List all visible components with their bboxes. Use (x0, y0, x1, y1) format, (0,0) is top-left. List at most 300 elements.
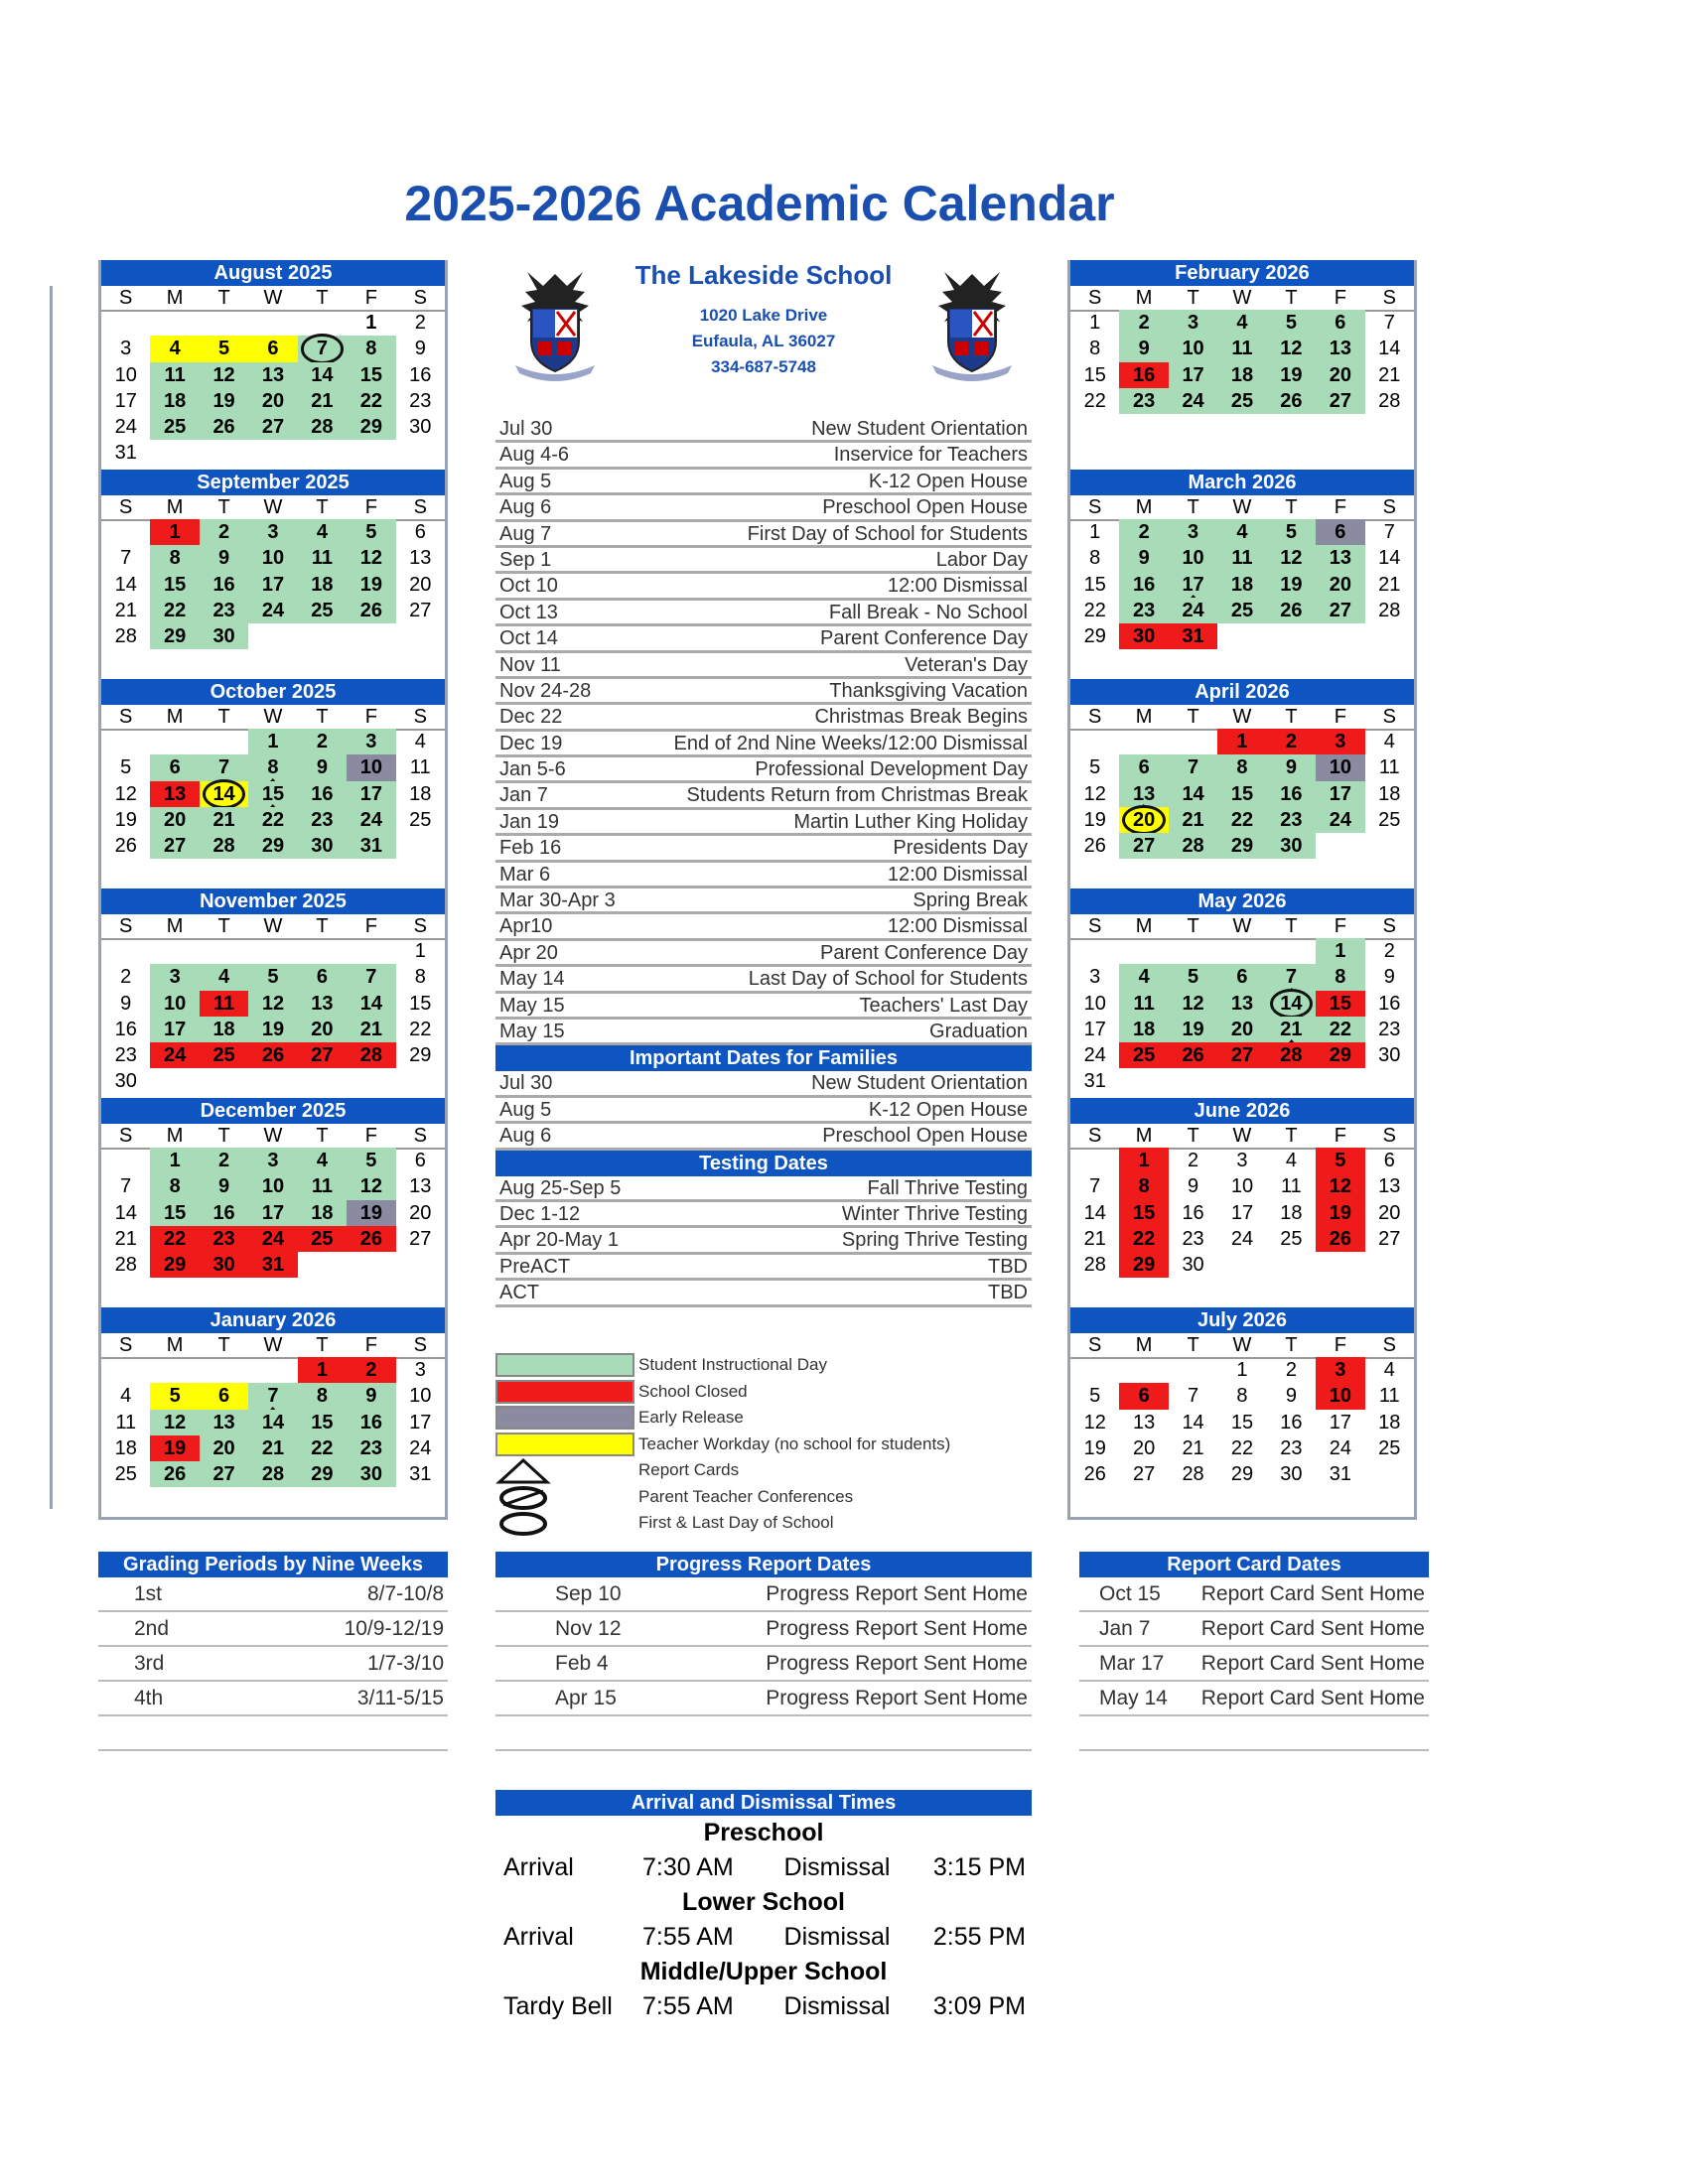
calendar-day: 19 (1316, 1200, 1364, 1226)
school-name: The Lakeside School (634, 260, 893, 290)
calendar-day: 28 (1378, 389, 1401, 412)
month-title: March 2026 (1070, 470, 1414, 495)
event-row (495, 1071, 1032, 1097)
event-date: Sep 1 (499, 548, 552, 571)
empty-cell (200, 1357, 248, 1383)
event-date: Aug 6 (499, 496, 552, 519)
calendar-day: 26 (1316, 1226, 1364, 1252)
empty-cell (200, 310, 248, 336)
weekday-label: S (1365, 1124, 1414, 1150)
legend-firstlast (495, 1510, 1032, 1537)
page-title: 2025-2026 Academic Calendar (404, 176, 1115, 231)
calendar-day: 11 (298, 545, 347, 571)
month-july-2026 (1070, 1307, 1414, 1517)
empty-cell (150, 310, 199, 336)
table-row (98, 1682, 448, 1716)
event-name: Parent Conference Day (819, 627, 1028, 650)
event-date: Jul 30 (499, 1072, 553, 1095)
calendar-day: 8 (150, 1173, 199, 1199)
calendar-day: 27 (1133, 1463, 1156, 1486)
calendar-day: 16 (298, 781, 347, 807)
event-name: Inservice for Teachers (833, 444, 1028, 467)
day-grid (101, 1357, 445, 1487)
calendar-day: 23 (200, 1226, 248, 1252)
legend-report (495, 1457, 1032, 1484)
weekday-label: W (1217, 914, 1266, 940)
calendar-day: 3 (248, 519, 297, 545)
row-value: 1/7-3/10 (366, 1652, 444, 1675)
calendar-day: 29 (1119, 1252, 1168, 1278)
event-date: May 14 (499, 968, 565, 991)
calendar-day: 2 (1383, 940, 1395, 962)
weekday-label: F (347, 286, 395, 312)
month-title: September 2025 (101, 470, 445, 495)
calendar-day: 31 (248, 1252, 297, 1278)
circle-icon (495, 1511, 634, 1535)
calendar-day: 4 (298, 1148, 347, 1173)
row-label: Jan 7 (1099, 1617, 1151, 1640)
weekday-label: M (150, 705, 199, 731)
calendar-day: 28 (1169, 833, 1217, 859)
calendar-day: 27 (1119, 833, 1168, 859)
calendar-day: 28 (1378, 599, 1401, 621)
event-date: Jan 7 (499, 784, 548, 807)
row-value: Progress Report Sent Home (766, 1617, 1028, 1640)
school-crest-left (507, 262, 603, 383)
weekday-header (101, 1333, 445, 1357)
calendar-day: 10 (1316, 754, 1364, 780)
weekday-label: S (1070, 1124, 1119, 1150)
calendar-day: 11 (1378, 1385, 1400, 1408)
weekday-label: S (396, 1333, 445, 1359)
weekday-label: W (1217, 495, 1266, 521)
calendar-day: 6 (298, 964, 347, 990)
calendar-day: 5 (248, 964, 297, 990)
calendar-day: 20 (1133, 1436, 1156, 1459)
legend-swatch-green (495, 1353, 634, 1377)
weekday-label: W (248, 914, 297, 940)
calendar-day: 1 (365, 312, 377, 334)
legend-conf (495, 1484, 1032, 1511)
calendar-day: 4 (1285, 1150, 1297, 1171)
calendar-day: 19 (1267, 572, 1316, 598)
calendar-day: 21 (200, 807, 248, 833)
empty-cell (101, 1148, 150, 1173)
weekday-label: T (298, 286, 347, 312)
calendar-day: 25 (114, 1463, 137, 1486)
calendar-day: 11 (200, 991, 248, 1017)
event-date: Oct 10 (499, 575, 558, 598)
calendar-day: 17 (150, 1017, 199, 1042)
calendar-day: 5 (1267, 310, 1316, 336)
event-row (495, 994, 1032, 1020)
calendar-day: 24 (1169, 598, 1217, 623)
event-row (495, 914, 1032, 940)
calendar-day: 1 (1217, 729, 1266, 754)
weekday-label: F (1316, 1124, 1364, 1150)
calendar-day: 18 (409, 782, 432, 805)
calendar-day: 1 (150, 1148, 199, 1173)
table-row (495, 1647, 1032, 1682)
row-label: Apr 15 (555, 1687, 617, 1709)
calendar-day: 16 (200, 1200, 248, 1226)
event-row (495, 863, 1032, 888)
weekday-label: S (101, 495, 150, 521)
weekday-header (101, 1124, 445, 1148)
month-september-2025 (101, 470, 445, 679)
calendar-day: 25 (298, 1226, 347, 1252)
calendar-day: 8 (347, 336, 395, 361)
calendar-day: 2 (1188, 1150, 1199, 1171)
slashed-circle-icon (495, 1485, 634, 1509)
calendar-day: 23 (200, 598, 248, 623)
weekday-label: S (396, 914, 445, 940)
table-row (1079, 1612, 1429, 1647)
weekday-label: T (298, 495, 347, 521)
calendar-day: 17 (1230, 1201, 1254, 1224)
grading-periods (98, 1552, 448, 1751)
legend-swatch-red (495, 1380, 634, 1404)
calendar-day: 6 (200, 1383, 248, 1409)
legend-label: Early Release (638, 1408, 744, 1428)
weekday-label: M (1119, 495, 1168, 521)
calendar-day: 25 (1378, 808, 1401, 831)
empty-cell (1169, 1357, 1217, 1383)
calendar-day: 13 (298, 991, 347, 1017)
event-date: Jan 5-6 (499, 758, 566, 781)
calendar-column-right (1067, 260, 1417, 1520)
calendar-day: 19 (1083, 808, 1106, 831)
weekday-label: S (1070, 914, 1119, 940)
event-date: Dec 1-12 (499, 1202, 581, 1225)
weekday-label: W (248, 705, 297, 731)
weekday-label: F (347, 705, 395, 731)
calendar-day: 13 (409, 1175, 432, 1198)
weekday-label: W (248, 286, 297, 312)
calendar-day: 10 (1169, 545, 1217, 571)
calendar-day: 7 (1383, 521, 1395, 543)
school-crest-right (924, 262, 1020, 383)
weekday-label: T (200, 1333, 248, 1359)
legend-label: Report Cards (638, 1460, 740, 1480)
calendar-day: 7 (1089, 1175, 1101, 1198)
calendar-day: 30 (1267, 833, 1316, 859)
calendar-day: 23 (1280, 1436, 1303, 1459)
weekday-label: T (200, 914, 248, 940)
events-list (495, 417, 1032, 1307)
row-value: 3/11-5/15 (356, 1687, 444, 1709)
event-date: Oct 14 (499, 627, 558, 650)
progress-title: Progress Report Dates (495, 1552, 1032, 1577)
weekday-label: S (1070, 1333, 1119, 1359)
event-date: Aug 25-Sep 5 (499, 1176, 622, 1199)
calendar-day: 14 (200, 781, 248, 807)
grading-title: Grading Periods by Nine Weeks (98, 1552, 448, 1577)
event-date: Jul 30 (499, 418, 553, 440)
calendar-day: 20 (200, 1435, 248, 1461)
table-row (495, 1577, 1032, 1612)
calendar-day: 29 (409, 1044, 432, 1067)
legend-label: School Closed (638, 1381, 748, 1401)
table-row (98, 1577, 448, 1612)
calendar-day: 2 (1285, 1359, 1297, 1381)
event-row (495, 470, 1032, 495)
weekday-label: M (150, 1124, 199, 1150)
month-title: June 2026 (1070, 1098, 1414, 1124)
calendar-day: 29 (1316, 1042, 1364, 1068)
empty-cell (298, 938, 347, 964)
event-name: Fall Break - No School (828, 601, 1028, 623)
calendar-day: 31 (1083, 1070, 1106, 1093)
event-name: TBD (988, 1282, 1028, 1304)
legend-closed (495, 1379, 1032, 1406)
calendar-day: 15 (1083, 363, 1106, 386)
calendar-day: 2 (1119, 310, 1168, 336)
calendar-day: 26 (150, 1461, 199, 1487)
event-date: Nov 24-28 (499, 679, 592, 702)
calendar-day: 24 (347, 807, 395, 833)
calendar-day: 6 (1119, 1383, 1168, 1409)
calendar-day: 29 (1217, 833, 1266, 859)
calendar-day: 21 (1378, 363, 1401, 386)
calendar-day: 4 (200, 964, 248, 990)
row-label: Nov 12 (555, 1617, 622, 1640)
empty-cell (1267, 938, 1316, 964)
calendar-day: 23 (1119, 598, 1168, 623)
calendar-day: 8 (1119, 1173, 1168, 1199)
empty-cell (150, 938, 199, 964)
empty-cell (101, 519, 150, 545)
calendar-day: 5 (1089, 1385, 1101, 1408)
weekday-label: S (396, 705, 445, 731)
month-title: July 2026 (1070, 1307, 1414, 1333)
calendar-day: 4 (1383, 1359, 1395, 1381)
calendar-day: 14 (1182, 1411, 1204, 1433)
times-row (495, 1850, 1032, 1885)
calendar-day: 29 (150, 623, 199, 649)
calendar-day: 28 (298, 414, 347, 440)
calendar-day: 22 (409, 1018, 432, 1040)
calendar-day: 9 (347, 1383, 395, 1409)
event-date: Apr 20-May 1 (499, 1229, 620, 1252)
calendar-day: 17 (409, 1411, 432, 1433)
calendar-day: 20 (248, 388, 297, 414)
weekday-label: T (298, 1124, 347, 1150)
weekday-label: T (1169, 495, 1217, 521)
weekday-label: M (1119, 705, 1168, 731)
event-name: 12:00 Dismissal (887, 575, 1028, 598)
event-row (495, 732, 1032, 757)
calendar-day: 7 (120, 1175, 132, 1198)
weekday-label: F (1316, 495, 1364, 521)
weekday-label: T (1267, 1124, 1316, 1150)
school-phone: 334-687-5748 (711, 357, 816, 376)
calendar-day: 19 (347, 572, 395, 598)
calendar-day: 3 (1316, 729, 1364, 754)
testing-title: Testing Dates (495, 1151, 1032, 1176)
legend-label: Parent Teacher Conferences (638, 1486, 854, 1506)
event-name: 12:00 Dismissal (887, 915, 1028, 938)
calendar-day: 18 (298, 1200, 347, 1226)
school-address: 1020 Lake Drive (699, 306, 828, 325)
calendar-day: 11 (1217, 545, 1266, 571)
calendar-day: 10 (1083, 992, 1106, 1015)
calendar-day: 14 (248, 1410, 297, 1435)
table-row-empty (98, 1716, 448, 1751)
progress-report-dates (495, 1552, 1032, 1751)
calendar-day: 1 (414, 940, 426, 962)
reportcard-title: Report Card Dates (1079, 1552, 1429, 1577)
event-row (495, 1202, 1032, 1228)
weekday-header (1070, 914, 1414, 938)
day-grid (101, 1148, 445, 1278)
calendar-day: 6 (414, 1150, 426, 1171)
calendar-day: 17 (1083, 1018, 1106, 1040)
event-row (495, 443, 1032, 469)
event-date: May 15 (499, 1020, 565, 1042)
calendar-day: 16 (1119, 362, 1168, 388)
calendar-day: 14 (298, 362, 347, 388)
calendar-day: 20 (1316, 572, 1364, 598)
calendar-day: 24 (150, 1042, 199, 1068)
legend-early (495, 1405, 1032, 1432)
calendar-day: 30 (114, 1070, 137, 1093)
calendar-day: 16 (114, 1018, 137, 1040)
calendar-day: 6 (1383, 1150, 1395, 1171)
calendar-day: 15 (248, 781, 297, 807)
calendar-day: 19 (1267, 362, 1316, 388)
legend (495, 1352, 1032, 1537)
weekday-header (101, 705, 445, 729)
calendar-day: 8 (1316, 964, 1364, 990)
day-grid (101, 729, 445, 859)
dismissal-time: 3:15 PM (932, 1853, 1026, 1881)
weekday-label: T (200, 286, 248, 312)
row-value: Progress Report Sent Home (766, 1582, 1028, 1605)
event-name: First Day of School for Students (747, 522, 1028, 545)
calendar-day: 31 (114, 442, 137, 465)
empty-cell (248, 310, 297, 336)
arrival-label: Tardy Bell (503, 1992, 613, 2020)
calendar-day: 10 (1169, 336, 1217, 361)
calendar-day: 10 (1230, 1175, 1254, 1198)
event-row (495, 522, 1032, 548)
calendar-day: 11 (1119, 991, 1168, 1017)
event-date: Oct 13 (499, 601, 558, 623)
calendar-day: 21 (248, 1435, 297, 1461)
calendar-day: 1 (1119, 1148, 1168, 1173)
calendar-day: 8 (248, 754, 297, 780)
calendar-day: 10 (248, 1173, 297, 1199)
calendar-day: 13 (1217, 991, 1266, 1017)
calendar-day: 19 (1169, 1017, 1217, 1042)
calendar-day: 29 (1230, 1463, 1254, 1486)
calendar-day: 20 (1217, 1017, 1266, 1042)
month-title: May 2026 (1070, 888, 1414, 914)
calendar-day: 27 (298, 1042, 347, 1068)
event-name: Veteran's Day (905, 653, 1028, 676)
row-value: Progress Report Sent Home (766, 1652, 1028, 1675)
calendar-day: 11 (1378, 756, 1400, 779)
event-row (495, 679, 1032, 705)
month-title: November 2025 (101, 888, 445, 914)
calendar-day: 27 (200, 1461, 248, 1487)
event-name: Graduation (929, 1020, 1028, 1042)
times-title: Arrival and Dismissal Times (495, 1790, 1032, 1816)
event-date: PreACT (499, 1255, 571, 1278)
calendar-day: 22 (298, 1435, 347, 1461)
calendar-day: 27 (1316, 388, 1364, 414)
calendar-day: 13 (1119, 781, 1168, 807)
empty-cell (1119, 938, 1168, 964)
calendar-column-left (98, 260, 448, 1520)
calendar-day: 1 (1089, 312, 1101, 334)
calendar-day: 9 (414, 338, 426, 360)
calendar-day: 31 (409, 1463, 432, 1486)
event-date: Aug 4-6 (499, 444, 570, 467)
calendar-day: 24 (409, 1436, 432, 1459)
calendar-day: 23 (298, 807, 347, 833)
event-row (495, 1098, 1032, 1124)
calendar-day: 11 (298, 1173, 347, 1199)
calendar-day: 4 (120, 1385, 132, 1408)
calendar-day: 2 (1119, 519, 1168, 545)
calendar-day: 16 (1119, 572, 1168, 598)
calendar-day: 16 (1182, 1201, 1204, 1224)
calendar-day: 3 (1236, 1150, 1248, 1171)
calendar-day: 6 (1316, 519, 1364, 545)
weekday-label: F (1316, 1333, 1364, 1359)
month-title: January 2026 (101, 1307, 445, 1333)
calendar-day: 19 (248, 1017, 297, 1042)
calendar-day: 26 (1267, 388, 1316, 414)
row-label: Mar 17 (1099, 1652, 1165, 1675)
calendar-day: 26 (1083, 835, 1106, 858)
calendar-day: 18 (1378, 782, 1401, 805)
calendar-day: 9 (1383, 966, 1395, 989)
calendar-day: 11 (409, 756, 431, 779)
calendar-day: 26 (347, 598, 395, 623)
calendar-day: 8 (1217, 754, 1266, 780)
calendar-day: 6 (1316, 310, 1364, 336)
arrival-label: Arrival (503, 1853, 574, 1881)
month-title: August 2025 (101, 260, 445, 286)
calendar-day: 19 (200, 388, 248, 414)
calendar-day: 27 (1316, 598, 1364, 623)
calendar-day: 2 (347, 1357, 395, 1383)
calendar-day: 3 (347, 729, 395, 754)
row-label: 4th (134, 1687, 164, 1709)
calendar-day: 18 (1217, 362, 1266, 388)
calendar-day: 5 (347, 1148, 395, 1173)
event-row (495, 810, 1032, 836)
calendar-day: 20 (409, 573, 432, 596)
calendar-day: 26 (248, 1042, 297, 1068)
weekday-label: S (1365, 286, 1414, 312)
weekday-label: M (150, 1333, 199, 1359)
calendar-day: 22 (150, 1226, 199, 1252)
event-name: Labor Day (935, 548, 1028, 571)
event-date: Mar 6 (499, 863, 551, 886)
calendar-day: 17 (1169, 572, 1217, 598)
calendar-day: 17 (114, 389, 137, 412)
weekday-label: M (1119, 286, 1168, 312)
dismissal-label: Dismissal (783, 1853, 891, 1881)
calendar-day: 15 (150, 572, 199, 598)
calendar-day: 12 (114, 782, 137, 805)
weekday-header (1070, 1124, 1414, 1148)
arrival-dismissal-times (495, 1790, 1032, 2024)
